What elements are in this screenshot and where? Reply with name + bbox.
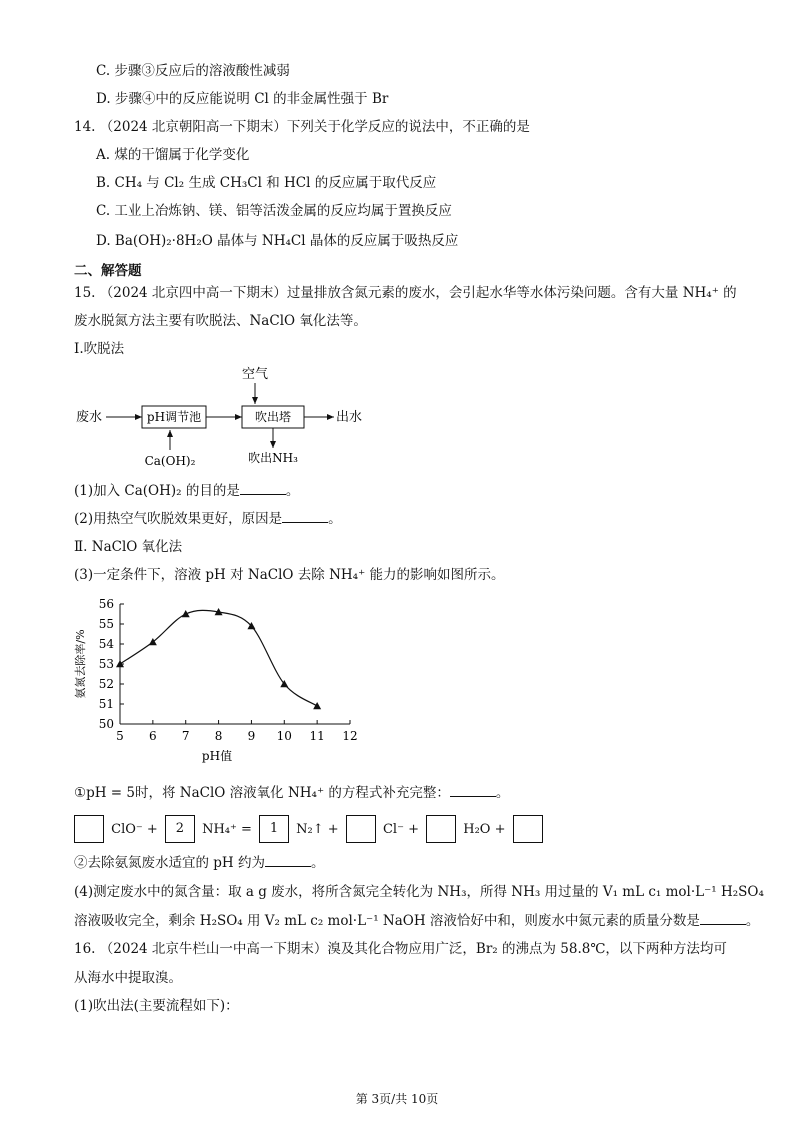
q15-circ2-end: 。: [311, 855, 325, 871]
q14-option-b: B. CH₄ 与 Cl₂ 生成 CH₃Cl 和 HCl 的反应属于取代反应: [96, 175, 437, 191]
x-tick-label: 8: [214, 729, 223, 743]
q15-sub4-line1: (4)测定废水中的氮含量：取 a g 废水，将所含氮完全转化为 NH₃，所得 NH₃ 用过量的 V₁ mL c₁ mol·L⁻¹ H₂SO₄: [74, 884, 764, 900]
q16-stem-line2: 从海水中提取溴。: [74, 970, 182, 986]
x-tick-label: 5: [116, 729, 124, 743]
coef-box-cl[interactable]: [346, 815, 376, 843]
data-point-triangle: [313, 702, 321, 709]
wastewater-label: 废水: [76, 410, 103, 425]
ph-removal-chart: [70, 592, 370, 777]
q16-stem-line1: 16. （2024 北京牛栏山一中高一下期末）溴及其化合物应用广泛，Br₂ 的沸点为 58.8℃，以下两种方法均可: [74, 941, 727, 957]
coef-box-clo[interactable]: [74, 815, 104, 843]
q15-sub1-period: 。: [285, 483, 300, 499]
q15-sub4-text: 溶液吸收完全，剩余 H₂SO₄ 用 V₂ mL c₂ mol·L⁻¹ NaOH 溶液恰好中和，则废水中氮元素的质量分数是: [74, 913, 700, 929]
y-tick-label: 50: [98, 717, 114, 731]
y-tick-label: 52: [98, 677, 114, 691]
air-label: 空气: [241, 367, 269, 382]
y-tick-label: 53: [98, 657, 114, 671]
coef-box-n2[interactable]: 1: [259, 815, 289, 843]
q14-option-a: A. 煤的干馏属于化学变化: [96, 147, 250, 163]
stripping-flow-diagram: [70, 358, 370, 473]
ph-adjust-tank-label: pH调节池: [146, 410, 202, 424]
y-tick-label: 56: [98, 597, 114, 611]
q15-circ1-text: ①pH = 5时，将 NaClO 溶液氧化 NH₄⁺ 的方程式补充完整：: [74, 785, 450, 801]
q14-option-c: C. 工业上冶炼钠、镁、铝等活泼金属的反应均属于置换反应: [96, 203, 452, 219]
q15-circ1: [74, 784, 509, 802]
coef-box-h2o[interactable]: [426, 815, 456, 843]
q15-sub3: (3)一定条件下，溶液 pH 对 NaClO 去除 NH₄⁺ 能力的影响如图所示。: [74, 567, 505, 583]
h2o-term: H₂O +: [463, 821, 506, 837]
q15-sub4-end: 。: [745, 913, 760, 929]
q15-stem-line1: 15. （2024 北京四中高一下期末）过量排放含氮元素的废水，会引起水华等水体污染问题。含有大量 NH₄⁺ 的: [74, 285, 737, 301]
q15-sub2-period: 。: [328, 511, 342, 527]
q14-option-d: D. Ba(OH)₂·8H₂O 晶体与 NH₄Cl 晶体的反应属于吸热反应: [96, 233, 459, 249]
y-tick-label: 51: [98, 697, 114, 711]
q14-stem: 14. （2024 北京朝阳高一下期末）下列关于化学反应的说法中，不正确的是: [74, 119, 530, 135]
page-footer: 第 3页/共 10页: [355, 1092, 439, 1106]
q15-sub4-line2: [74, 912, 759, 930]
answer-blank: [265, 854, 311, 867]
n2-term: N₂↑ +: [296, 821, 339, 837]
effluent-label: 出水: [336, 410, 363, 425]
answer-blank: [450, 784, 496, 797]
section-heading: 二、解答题: [74, 263, 142, 279]
nh4-term: NH₄⁺ =: [202, 821, 252, 837]
x-tick-label: 11: [309, 729, 325, 743]
data-point-triangle: [182, 610, 190, 617]
caoh2-label: Ca(OH)₂: [144, 454, 196, 468]
x-axis-label: pH值: [201, 749, 233, 763]
cl-term: Cl⁻ +: [382, 821, 419, 837]
balance-equation: [74, 815, 543, 845]
x-tick-label: 12: [342, 729, 358, 743]
q15-part1-title: Ⅰ.吹脱法: [74, 341, 125, 357]
x-tick-label: 10: [276, 729, 292, 743]
stripping-tower-label: 吹出塔: [254, 410, 292, 424]
coef-box-nh4[interactable]: 2: [165, 815, 195, 843]
answer-blank: [240, 482, 286, 495]
y-tick-label: 54: [98, 637, 114, 651]
y-axis-label: 氨氮去除率/%: [74, 629, 87, 699]
coef-box-extra[interactable]: [513, 815, 543, 843]
q15-sub2-text: (2)用热空气吹脱效果更好，原因是: [74, 511, 283, 527]
clo-term: ClO⁻ +: [111, 821, 158, 837]
q16-sub1: (1)吹出法(主要流程如下)：: [74, 998, 239, 1014]
x-tick-label: 6: [149, 729, 157, 743]
answer-blank: [282, 510, 328, 523]
q15-circ2-text: ②去除氨氮废水适宜的 pH 约为: [74, 855, 265, 871]
q13-option-c: C. 步骤③反应后的溶液酸性减弱: [96, 63, 290, 79]
x-tick-label: 9: [247, 729, 256, 743]
q13-option-d: D. 步骤④中的反应能说明 Cl 的非金属性强于 Br: [96, 91, 389, 107]
q15-stem-line2: 废水脱氮方法主要有吹脱法、NaClO 氧化法等。: [74, 313, 367, 329]
nh3-out-label: 吹出NH₃: [248, 451, 298, 465]
q15-part2-title: Ⅱ. NaClO 氧化法: [74, 539, 183, 555]
q15-sub1: [74, 482, 299, 500]
q15-sub1-text: (1)加入 Ca(OH)₂ 的目的是: [74, 483, 240, 499]
q15-sub2: [74, 510, 342, 528]
y-tick-label: 55: [98, 617, 114, 631]
q15-circ2: [74, 854, 325, 872]
series-line: [120, 610, 317, 706]
x-tick-label: 7: [181, 729, 190, 743]
q15-circ1-end: 。: [495, 785, 510, 801]
answer-blank: [700, 912, 746, 925]
